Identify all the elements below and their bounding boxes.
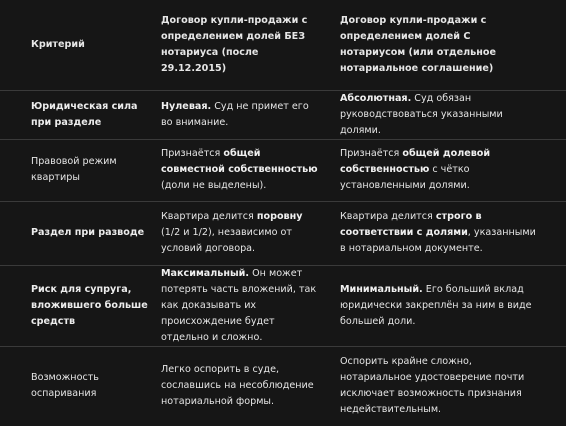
row-with-notary-cell: Минимальный. Его больший вклад юридически закреплён за ним в виде большей доли. xyxy=(332,265,566,346)
table-header-row xyxy=(0,0,566,90)
header-criterion: Критерий xyxy=(0,0,152,90)
table-row xyxy=(0,90,566,139)
row-without-notary-cell: Нулевая. Суд не примет его во внимание. xyxy=(152,90,332,139)
row-without-notary-cell: Легко оспорить в суде, сославшись на несоблюдение нотариальной формы. xyxy=(161,364,314,408)
table-row xyxy=(0,139,566,201)
row-without-notary-cell: Признаётся общей совместной собственностью (доли не выделены). xyxy=(152,139,332,201)
row-without-notary-cell: Максимальный. Он может потерять часть вложений, так как доказывать их происхождение будет отдельно и сложно. xyxy=(152,265,332,346)
table-row xyxy=(0,201,566,265)
row-criterion: Раздел при разводе xyxy=(0,201,152,265)
header-with-notary: Договор купли-продажи с определением долей С нотариусом (или отдельное нотариальное соглашение) xyxy=(332,0,566,90)
row-with-notary-cell: Абсолютная. Суд обязан руководствоваться указанными долями. xyxy=(332,90,566,139)
row-with-notary-cell: Признаётся общей долевой собственностью с чётко установленными долями. xyxy=(332,139,566,201)
row-criterion: Юридическая сила при разделе xyxy=(0,90,152,139)
row-with-notary-cell: Квартира делится строго в соответствии с долями, указанными в нотариальном документе. xyxy=(332,201,566,265)
row-criterion: Возможность оспаривания xyxy=(31,372,99,400)
row-criterion: Правовой режим квартиры xyxy=(0,139,152,201)
table-row xyxy=(0,265,566,346)
row-without-notary-cell: Квартира делится поровну (1/2 и 1/2), независимо от условий договора. xyxy=(152,201,332,265)
table-row xyxy=(0,346,566,426)
header-without-notary: Договор купли-продажи с определением долей БЕЗ нотариуса (после 29.12.2015) xyxy=(152,0,332,90)
row-criterion: Риск для супруга, вложившего больше средств xyxy=(0,265,152,346)
row-with-notary-cell: Оспорить крайне сложно, нотариальное удостоверение почти исключает возможность признания недействительным. xyxy=(340,356,525,416)
